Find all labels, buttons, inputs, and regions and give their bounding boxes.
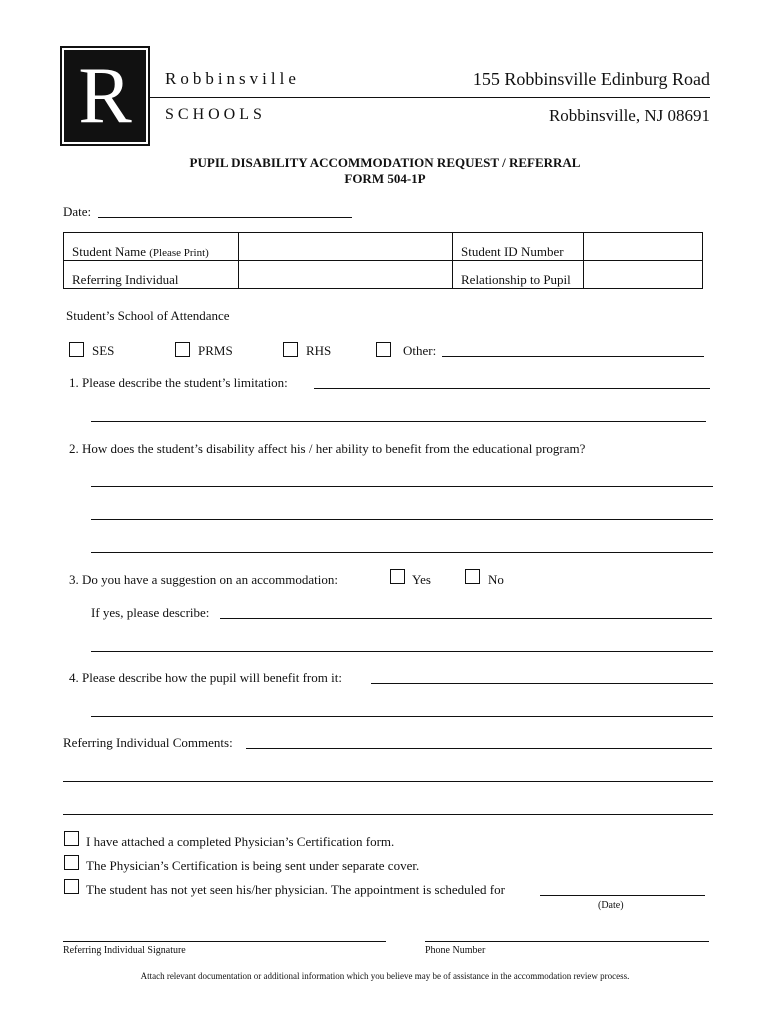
attached-cert-label: I have attached a completed Physician’s Certification form.: [86, 834, 395, 849]
not-seen-label: The student has not yet seen his/her physician. The appointment is scheduled for: [86, 882, 505, 897]
q2-answer-line-2[interactable]: [91, 519, 713, 520]
q3-answer-line-1[interactable]: [220, 618, 712, 619]
comments-line-3[interactable]: [63, 814, 713, 815]
question-3: 3. Do you have a suggestion on an accommodation:: [69, 572, 338, 587]
comments-line-1[interactable]: [246, 748, 712, 749]
district-logo: [64, 50, 146, 142]
other-field[interactable]: [442, 356, 704, 357]
q1-answer-line-2[interactable]: [91, 421, 706, 422]
rhs-label: RHS: [306, 343, 332, 358]
student-info-table: [63, 232, 703, 289]
signature-label: Referring Individual Signature: [63, 945, 186, 956]
date-field[interactable]: [98, 217, 352, 218]
yes-label: Yes: [412, 572, 431, 587]
phone-label: Phone Number: [425, 945, 486, 956]
relationship-field[interactable]: [584, 261, 703, 289]
address-street: 155 Robbinsville Edinburg Road: [472, 69, 710, 89]
q3-describe-label: If yes, please describe:: [91, 605, 210, 620]
q2-answer-line-1[interactable]: [91, 486, 713, 487]
not-seen-checkbox[interactable]: [64, 879, 79, 894]
q2-answer-line-3[interactable]: [91, 552, 713, 553]
referring-individual-field[interactable]: [239, 261, 453, 289]
student-name-label-cell: [64, 233, 239, 261]
student-id-field[interactable]: [584, 233, 703, 261]
attached-cert-checkbox[interactable]: [64, 831, 79, 846]
yes-checkbox[interactable]: [390, 569, 405, 584]
student-id-label: Student ID Number: [453, 233, 584, 261]
q4-answer-line-2[interactable]: [91, 716, 713, 717]
footer-note: Attach relevant documentation or additional information which you believe may be of assistance in the accommodation review process.: [140, 971, 630, 981]
phone-field[interactable]: [425, 941, 709, 942]
student-name-field[interactable]: [239, 233, 453, 261]
separate-cover-label: The Physician’s Certification is being sent under separate cover.: [86, 858, 420, 873]
no-checkbox[interactable]: [465, 569, 480, 584]
rhs-checkbox[interactable]: [283, 342, 298, 357]
question-1: 1. Please describe the student’s limitation:: [69, 375, 288, 390]
other-checkbox[interactable]: [376, 342, 391, 357]
q1-answer-line-1[interactable]: [314, 388, 710, 389]
date-label: Date:: [63, 204, 92, 219]
ses-checkbox[interactable]: [69, 342, 84, 357]
school-label: Student’s School of Attendance: [66, 308, 230, 323]
relationship-label: Relationship to Pupil: [453, 261, 584, 289]
signature-field[interactable]: [63, 941, 386, 942]
q4-answer-line-1[interactable]: [371, 683, 713, 684]
comments-label: Referring Individual Comments:: [63, 735, 233, 750]
logo-letter: R: [78, 52, 132, 140]
date-note: (Date): [598, 900, 624, 911]
other-label: Other:: [403, 343, 437, 358]
separate-cover-checkbox[interactable]: [64, 855, 79, 870]
form-title: PUPIL DISABILITY ACCOMMODATION REQUEST / REFERRAL: [189, 155, 581, 170]
ses-label: SES: [92, 343, 115, 358]
district-name-line2: SCHOOLS: [165, 106, 266, 123]
referring-individual-label: Referring Individual: [64, 261, 239, 289]
student-name-note: (Please Print): [149, 247, 209, 259]
no-label: No: [488, 572, 504, 587]
question-2: 2. How does the student’s disability affect his / her ability to benefit from the educational program?: [69, 441, 586, 456]
prms-checkbox[interactable]: [175, 342, 190, 357]
appointment-date-field[interactable]: [540, 895, 705, 896]
district-name-line1: Robbinsville: [165, 69, 300, 88]
prms-label: PRMS: [198, 343, 233, 358]
address-city: Robbinsville, NJ 08691: [548, 106, 710, 125]
comments-line-2[interactable]: [63, 781, 713, 782]
form-number: FORM 504-1P: [344, 171, 426, 186]
student-name-label: Student Name: [72, 244, 147, 259]
header-rule: [150, 97, 710, 98]
q3-answer-line-2[interactable]: [91, 651, 713, 652]
question-4: 4. Please describe how the pupil will benefit from it:: [69, 670, 342, 685]
